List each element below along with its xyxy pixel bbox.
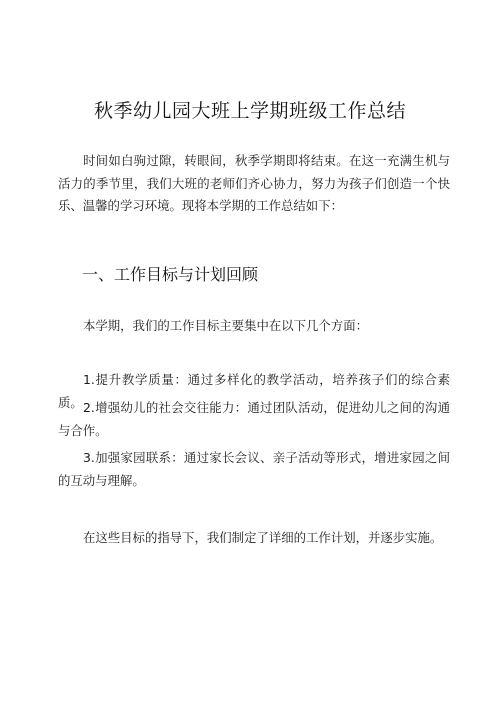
list-item-3 [58,447,450,492]
list-item-text: .增强幼儿的社会交往能力：通过团队活动，促进幼儿之间的沟通与合作。 [58,400,450,438]
section-heading: 一、工作目标与计划回顾 [82,265,259,284]
list-item-number: 3 [83,450,91,465]
section-lead-paragraph: 本学期，我们的工作目标主要集中在以下几个方面： [83,318,368,333]
list-item-number: 1 [83,372,91,387]
document-title: 秋季幼儿园大班上学期班级工作总结 [93,100,406,122]
section-closing-paragraph: 在这些目标的指导下，我们制定了详细的工作计划，并逐步实施。 [83,530,443,545]
intro-paragraph: 时间如白驹过隙，转眼间，秋季学期即将结束。在这一充满生机与活力的季节里，我们大班的老师们齐心协力，努力为孩子们创造一个快乐、温馨的学习环境。现将本学期的工作总结如下： [58,153,450,213]
list-item-number: 2 [83,400,91,415]
list-item-text: .提升教学质量：通过多样化的教学活动，培养孩子们的综合素质。 [58,372,450,410]
list-item-text: .加强家园联系：通过家长会议、亲子活动等形式，增进家园之间的互动与理解。 [58,450,450,488]
list-item-2 [58,397,450,442]
